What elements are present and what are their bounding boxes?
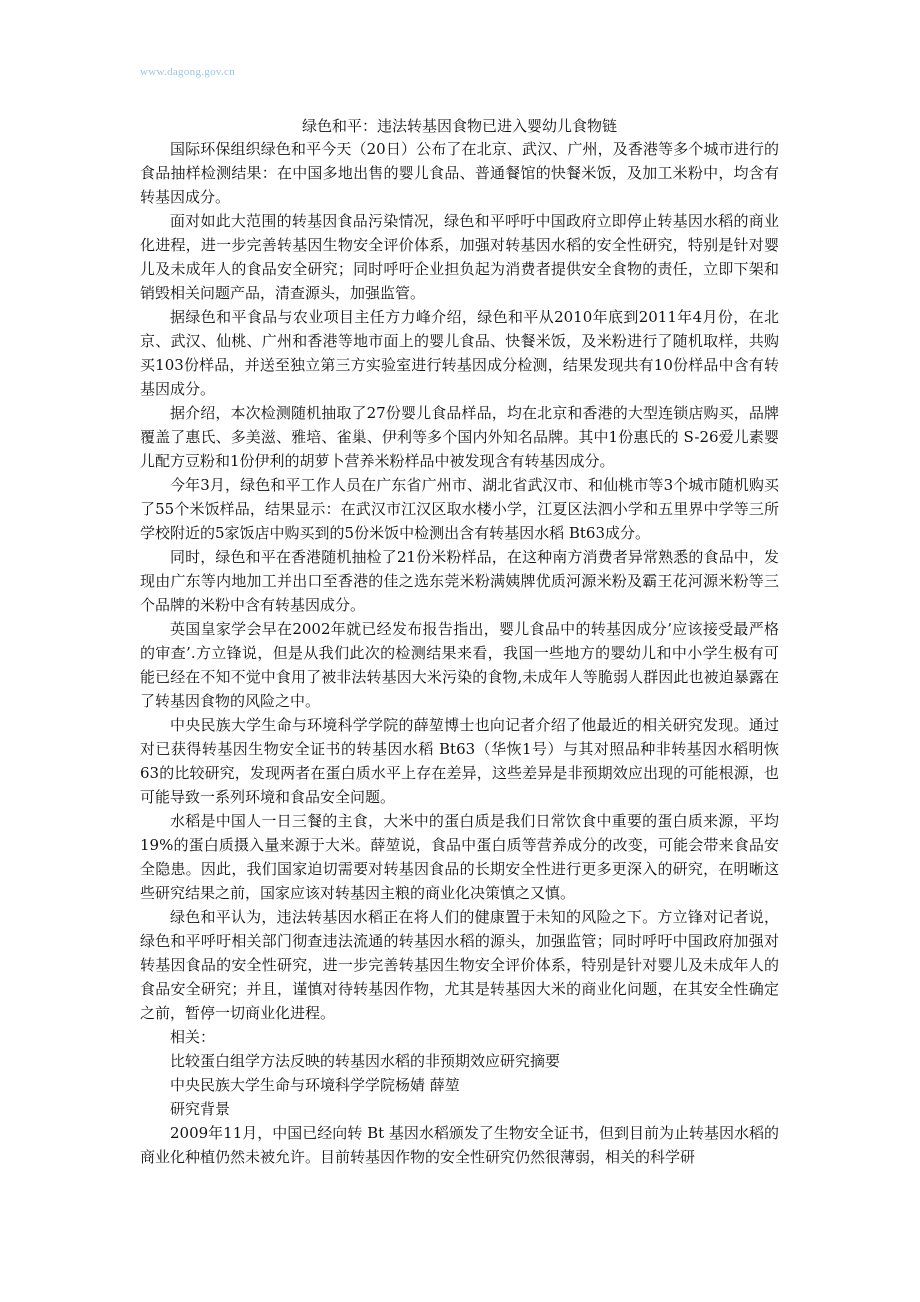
article-title: 绿色和平：违法转基因食物已进入婴幼儿食物链 <box>301 117 617 135</box>
related-label: 相关： <box>170 1028 216 1046</box>
paragraph-rice-protein: 水稻是中国人一日三餐的主食，大米中的蛋白质是我们日常饮食中重要的蛋白质来源，平均19%的蛋白质摄入量来源于大米。薛堃说，食品中蛋白质等营养成分的改变，可能会带来食品安全隐患。因此，我们国家迫切需要对转基因食品的长期安全性进行更多更深入的研究，在明晰这些研究结果之前，国家应该对转基因主粮的商业化决策慎之又慎。 <box>140 812 779 902</box>
related-abstract-title: 比较蛋白组学方法反映的转基因水稻的非预期效应研究摘要 <box>170 1052 561 1070</box>
paragraph-intro: 国际环保组织绿色和平今天（20日）公布了在北京、武汉、广州，及香港等多个城市进行的食品抽样检测结果：在中国多地出售的婴儿食品、普通餐馆的快餐米饭，及加工米粉中，均含有转基因成分。 <box>140 140 779 206</box>
paragraph-hk-noodles: 同时，绿色和平在香港随机抽检了21份米粉样品，在这种南方消费者异常熟悉的食品中，发现由广东等内地加工并出口至香港的佳之选东莞米粉满姨牌优质河源米粉及霸王花河源米粉等三个品牌的米粉中含有转基因成分。 <box>140 548 779 614</box>
paragraph-rice-samples: 今年3月，绿色和平工作人员在广东省广州市、湖北省武汉市、和仙桃市等3个城市随机购买了55个米饭样品，结果显示：在武汉市江汉区取水楼小学，江夏区法泗小学和五里界中学等三所学校附近的5家饭店中购买到的5份米饭中检测出含有转基因水稻 Bt63成分。 <box>140 476 779 542</box>
article-body <box>140 137 779 1169</box>
source-watermark[interactable]: www.dagong.gov.cn <box>140 66 236 78</box>
paragraph-conclusion: 绿色和平认为，违法转基因水稻正在将人们的健康置于未知的风险之下。方立锋对记者说，绿色和平呼吁相关部门彻查违法流通的转基因水稻的源头，加强监管；同时呼吁中国政府加强对转基因食品的安全性研究，进一步完善转基因生物安全评价体系，特别是针对婴儿及未成年人的食品安全研究；并且，谨慎对待转基因作物，尤其是转基因大米的商业化问题，在其安全性确定之前，暂停一切商业化进程。 <box>140 908 779 1022</box>
paragraph-royal-society: 英国皇家学会早在2002年就已经发布报告指出，婴儿食品中的转基因成分’应该接受最严格的审查’.方立锋说，但是从我们此次的检测结果来看，我国一些地方的婴幼儿和中小学生极有可能已经在不知不觉中食用了被非法转基因大米污染的食物,未成年人等脆弱人群因此也被迫暴露在了转基因食物的风险之中。 <box>140 620 779 710</box>
related-authors: 中央民族大学生命与环境科学学院杨婧 薛堃 <box>170 1076 460 1094</box>
paragraph-appeal: 面对如此大范围的转基因食品污染情况，绿色和平呼吁中国政府立即停止转基因水稻的商业化进程，进一步完善转基因生物安全评价体系，加强对转基因水稻的安全性研究，特别是针对婴儿及未成年人的食品安全研究；同时呼吁企业担负起为消费者提供安全食物的责任，立即下架和销毁相关问题产品，清查源头，加强监管。 <box>140 212 779 302</box>
section-heading-background: 研究背景 <box>170 1100 231 1118</box>
paragraph-infant-food: 据介绍，本次检测随机抽取了27份婴儿食品样品，均在北京和香港的大型连锁店购买，品牌覆盖了惠氏、多美滋、雅培、雀巢、伊利等多个国内外知名品牌。其中1份惠氏的 S-26爱儿素婴儿配方豆粉和1份伊利的胡萝卜营养米粉样品中被发现含有转基因成分。 <box>140 404 779 470</box>
paragraph-sampling: 据绿色和平食品与农业项目主任方力峰介绍，绿色和平从2010年底到2011年4月份，在北京、武汉、仙桃、广州和香港等地市面上的婴儿食品、快餐米饭，及米粉进行了随机取样，共购买103份样品，并送至独立第三方实验室进行转基因成分检测，结果发现共有10份样品中含有转基因成分。 <box>140 308 779 398</box>
paragraph-background: 2009年11月，中国已经向转 Bt 基因水稻颁发了生物安全证书，但到目前为止转基因水稻的商业化种植仍然未被允许。目前转基因作物的安全性研究仍然很薄弱，相关的科学研 <box>140 1124 779 1166</box>
paragraph-research: 中央民族大学生命与环境科学学院的薛堃博士也向记者介绍了他最近的相关研究发现。通过对已获得转基因生物安全证书的转基因水稻 Bt63（华恢1号）与其对照品种非转基因水稻明恢63的比较研究，发现两者在蛋白质水平上存在差异，这些差异是非预期效应出现的可能根源，也可能导致一系列环境和食品安全问题。 <box>140 716 779 806</box>
